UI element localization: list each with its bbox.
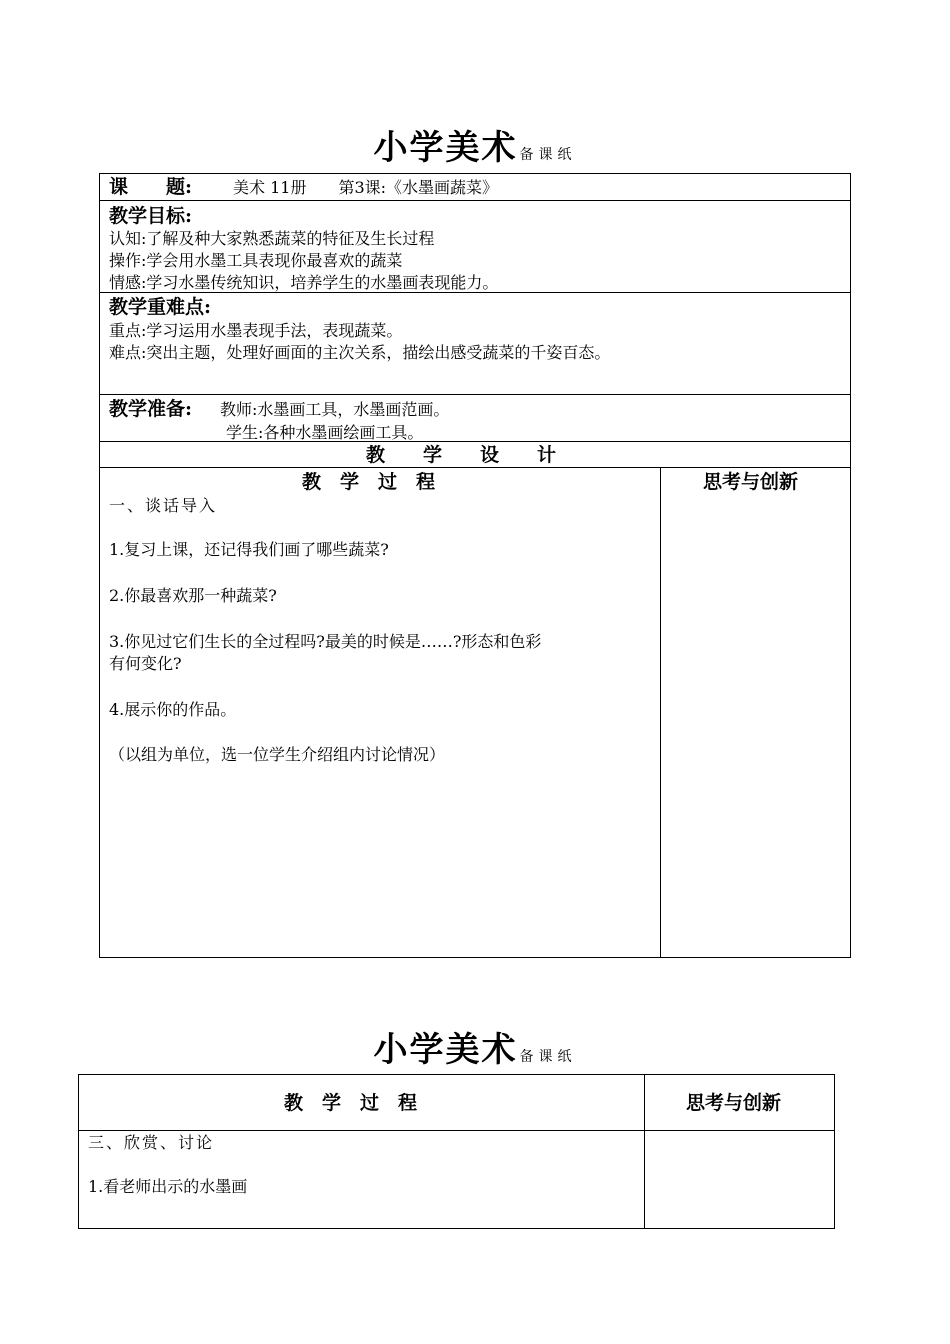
process-line: 三、欣赏、讨论	[88, 1133, 215, 1152]
design-heading: 教 学 设 计	[366, 444, 557, 466]
process-heading: 教 学 过 程	[284, 1092, 418, 1114]
thinking-heading: 思考与创新	[686, 1092, 782, 1114]
row-divider	[78, 1130, 835, 1131]
thinking-heading: 思考与创新	[703, 471, 799, 493]
page2-title	[0, 1022, 950, 1071]
page2-title-main: 小学美术	[373, 1030, 518, 1070]
page1-title	[0, 120, 950, 169]
objective-line: 情感:学习水墨传统知识，培养学生的水墨画表现能力。	[109, 273, 499, 292]
column-divider	[660, 467, 661, 958]
row-divider	[99, 200, 851, 201]
topic-label: 课 题:	[109, 176, 193, 198]
keypoint-line: 重点:学习运用水墨表现手法，表现蔬菜。	[109, 321, 403, 340]
process-line: 3.你见过它们生长的全过程吗?最美的时候是……?形态和色彩	[109, 632, 542, 651]
page1-title-main: 小学美术	[373, 128, 518, 168]
process-line: 1.看老师出示的水墨画	[88, 1177, 248, 1196]
page1-title-sub: 备课纸	[519, 147, 577, 163]
column-divider	[644, 1074, 645, 1229]
objectives-heading: 教学目标:	[109, 205, 193, 227]
process-line: 一、谈话导入	[109, 496, 218, 515]
process-line: 1.复习上课，还记得我们画了哪些蔬菜?	[109, 540, 389, 559]
keypoints-heading: 教学重难点:	[109, 296, 212, 318]
process-heading: 教 学 过 程	[302, 471, 436, 493]
page2-title-sub: 备课纸	[519, 1049, 577, 1065]
row-divider	[99, 394, 851, 395]
prep-heading: 教学准备:	[109, 398, 193, 420]
objective-line: 认知:了解及种大家熟悉蔬菜的特征及生长过程	[109, 229, 435, 248]
process-line: 4.展示你的作品。	[109, 700, 237, 719]
objective-line: 操作:学会用水墨工具表现你最喜欢的蔬菜	[109, 251, 403, 270]
row-divider	[99, 441, 851, 442]
prep-teacher: 教师:水墨画工具，水墨画范画。	[220, 400, 450, 419]
process-line: 有何变化?	[109, 654, 182, 673]
prep-student: 学生:各种水墨画绘画工具。	[226, 423, 424, 442]
topic-value: 美术 11册 第3课:《水墨画蔬菜》	[233, 178, 499, 197]
process-line: 2.你最喜欢那一种蔬菜?	[109, 586, 277, 605]
keypoint-line: 难点:突出主题，处理好画面的主次关系，描绘出感受蔬菜的千姿百态。	[109, 343, 611, 362]
row-divider	[99, 467, 851, 468]
process-line: （以组为单位，选一位学生介绍组内讨论情况）	[109, 745, 446, 764]
